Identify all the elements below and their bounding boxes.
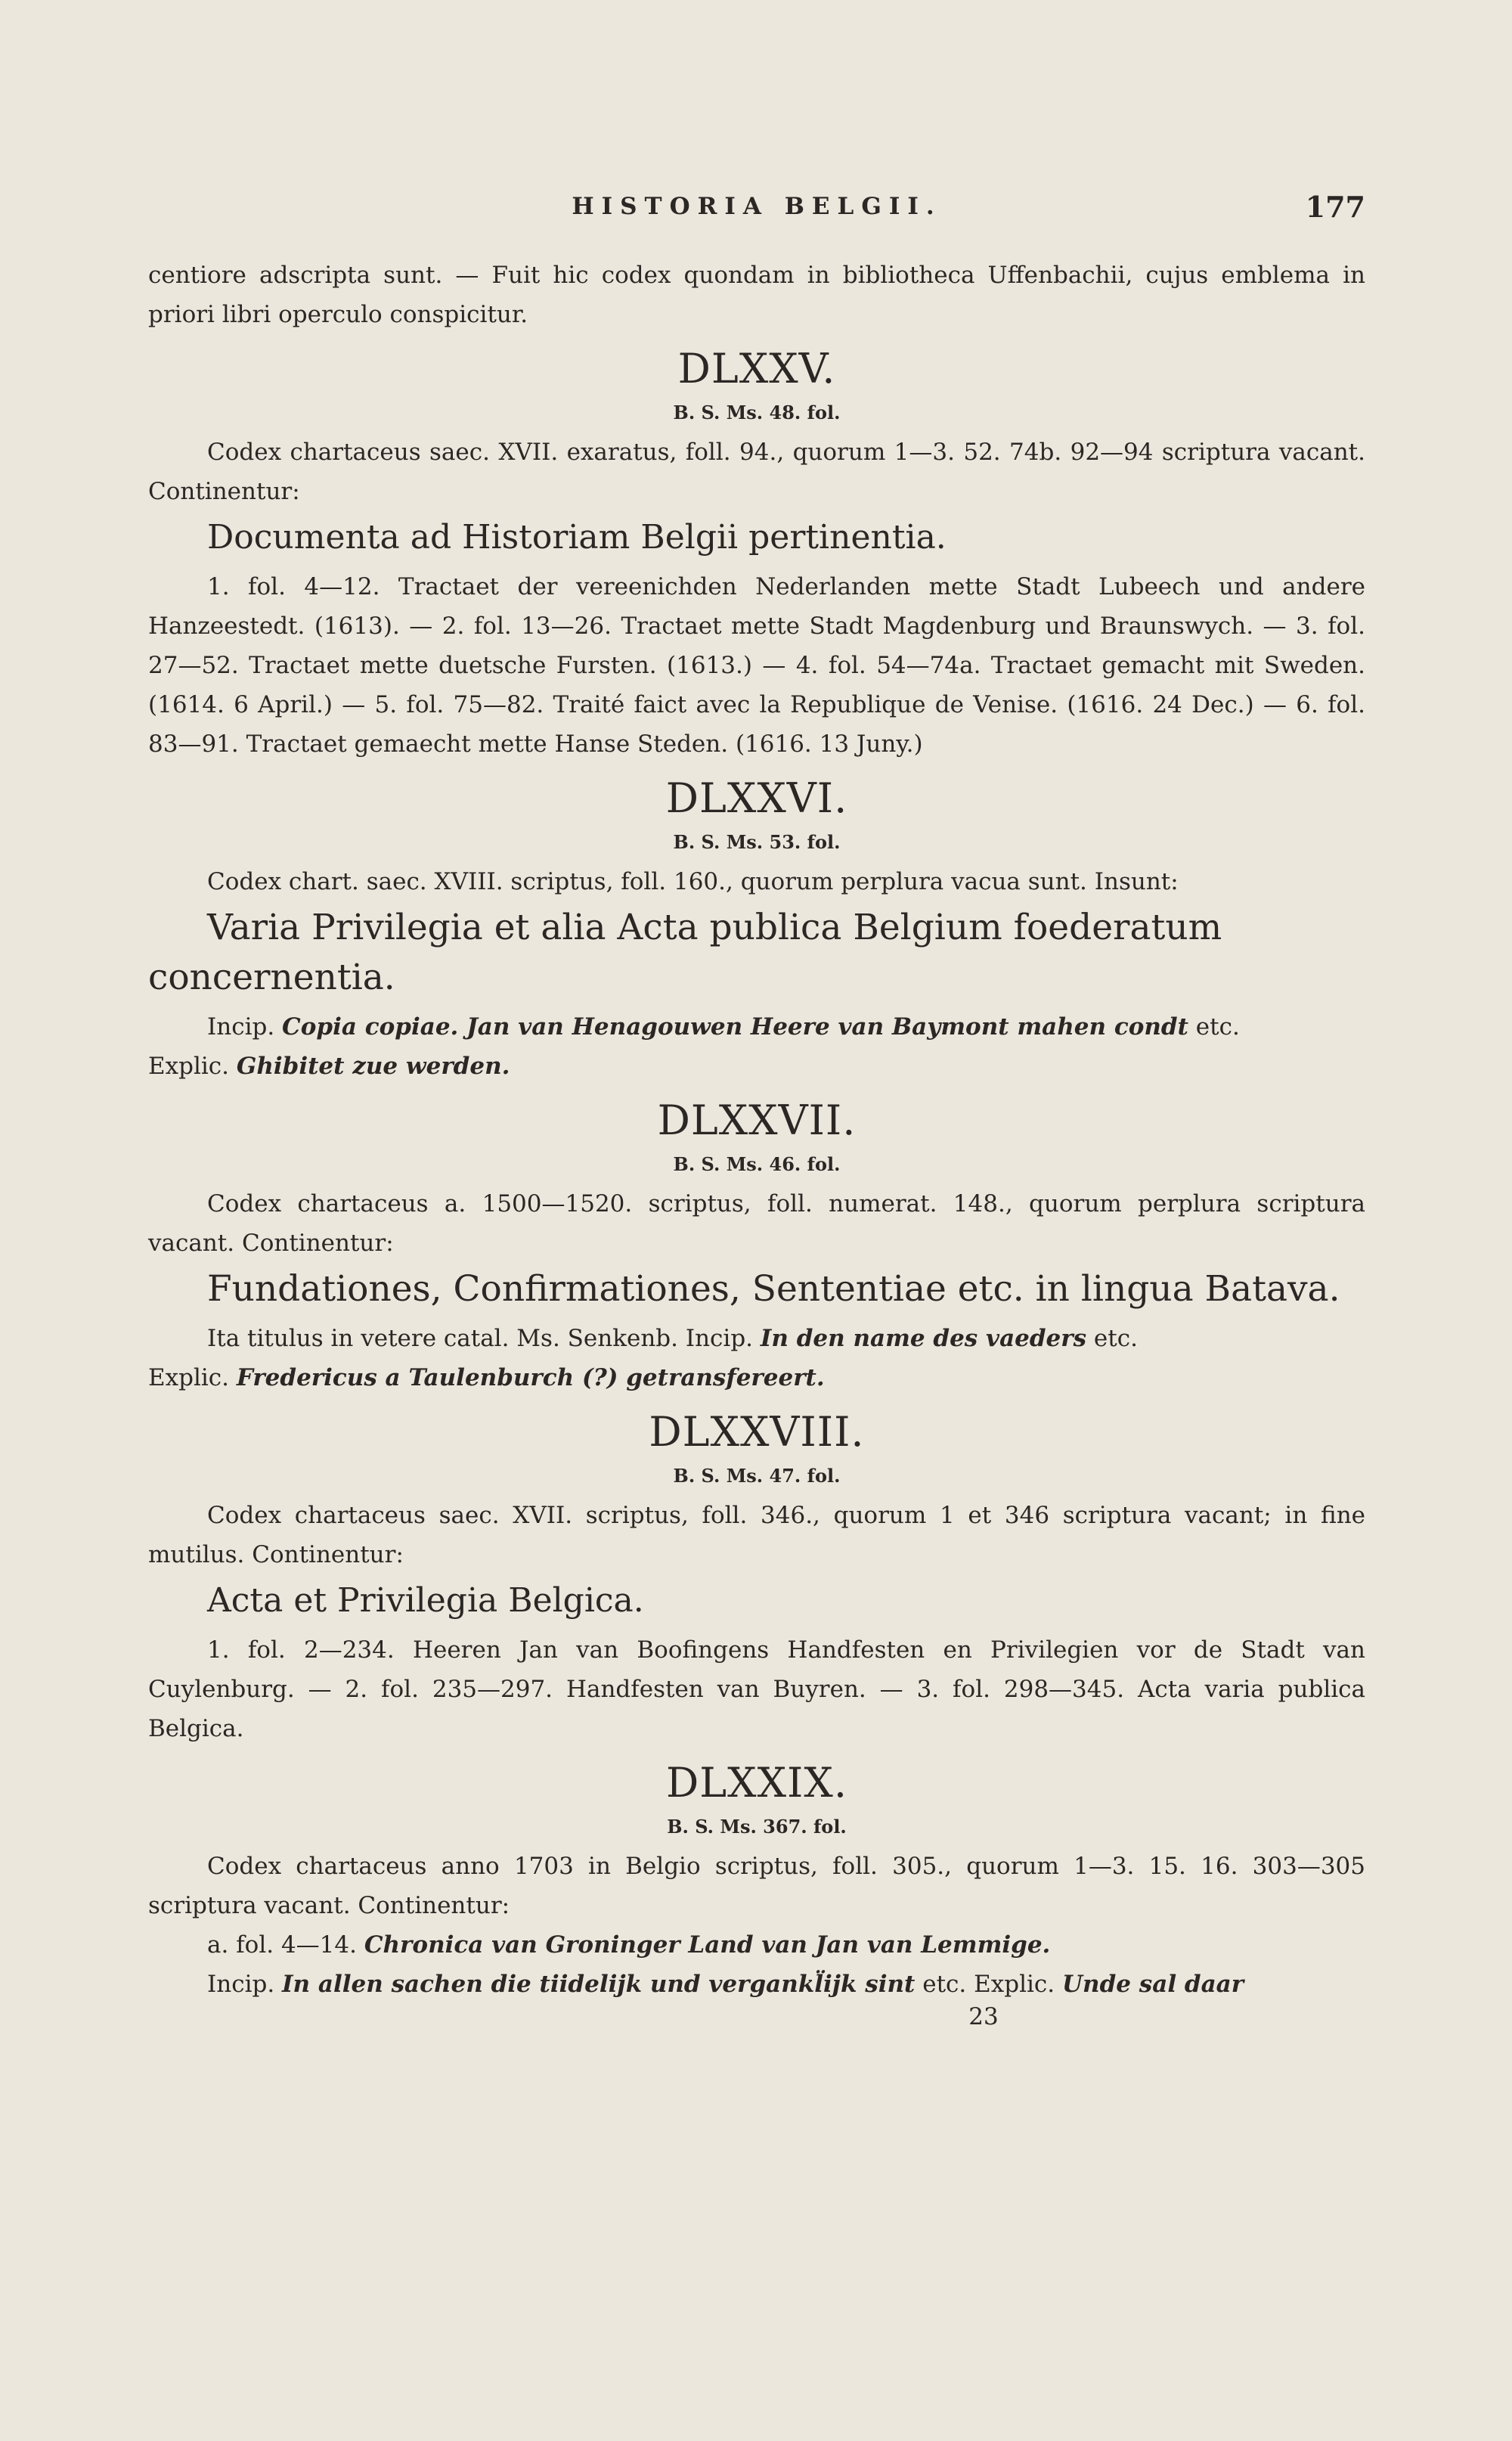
entry-dlxxvii (148, 1096, 1365, 1397)
shelfmark: B. S. Ms. 47. fol. (673, 1465, 841, 1487)
entry-dlxxviii (148, 1408, 1365, 1748)
contents-list: 1. fol. 4—12. Tractaet der vereenichden Nederlanden mette Stadt Lubeech und andere Hanzeestedt. (1613). — 2. fol. 13—26. Tractaet mette Stadt Magdenburg und Braunswych. — 3. fol. 27—52. Tractaet mette duetsche Fursten. (1613.) — 4. fol. 54—74a. Tractaet gemacht mit Sweden. (1614. 6 April.) — 5. fol. 75—82. Traité faict avec la Republique de Venise. (1616. 24 Dec.) — 6. fol. 83—91. Tractaet gemaecht mette Hanse Steden. (1616. 13 Juny.) (148, 573, 1365, 758)
shelfmark: B. S. Ms. 367. fol. (667, 1816, 847, 1838)
item-a-title: Chronica van Groninger Land van Jan van Lemmige. (364, 1931, 1051, 1959)
explic-text: Unde sal daar (1062, 1971, 1244, 1998)
entry-dlxxvi (148, 774, 1365, 1086)
incip-etc: etc. (1195, 1013, 1240, 1041)
entry-number: DLXXVII. (657, 1096, 857, 1144)
catalog-note: Ita titulus in vetere catal. Ms. Senkenb. Incip. (207, 1325, 754, 1352)
codex-description: Codex chart. saec. XVIII. scriptus, foll. 160., quorum perplura vacua sunt. Insunt: (207, 868, 1179, 895)
intro-paragraph: centiore adscripta sunt. — Fuit hic codex quondam in bibliotheca Uffenbachii, cujus emblema in priori libri operculo conspicitur. (148, 262, 1365, 328)
codex-description: Codex chartaceus saec. XVII. scriptus, foll. 346., quorum 1 et 346 scriptura vacant; in fine mutilus. Continentur: (148, 1502, 1365, 1568)
incip-label: Incip. (207, 1971, 275, 1998)
incip-text: In allen sachen die tiidelijk und vergankl̈ijk sint (282, 1971, 916, 1998)
incip-label: Incip. (207, 1013, 275, 1041)
incip-text: In den name des vaeders (760, 1325, 1087, 1352)
incipit-line (148, 1319, 1365, 1358)
shelfmark: B. S. Ms. 46. fol. (673, 1153, 841, 1175)
signature-mark: 23 (968, 2003, 999, 2030)
work-title: Documenta ad Historiam Belgii pertinentia. (207, 518, 947, 557)
incip-etc: etc. (1093, 1325, 1138, 1352)
work-title: Acta et Privilegia Belgica. (207, 1581, 644, 1620)
explicit-line (148, 1358, 1365, 1397)
explicit-line (148, 1047, 1365, 1086)
contents-list: 1. fol. 2—234. Heeren Jan van Boofingens Handfesten en Privilegien vor de Stadt van Cuylenburg. — 2. fol. 235—297. Handfesten van Buyren. — 3. fol. 298—345. Acta varia publica Belgica. (148, 1636, 1365, 1742)
explic-label: Explic. (148, 1364, 230, 1391)
entry-dlxxv (148, 345, 1365, 764)
codex-description: Codex chartaceus anno 1703 in Belgio scriptus, foll. 305., quorum 1—3. 15. 16. 303—305 scriptura vacant. Continentur: (148, 1853, 1365, 1919)
incip-text: Copia copiae. Jan van Henagouwen Heere van Baymont mahen condt (282, 1013, 1188, 1041)
incip-etc: etc. (922, 1971, 967, 1998)
explic-label: Explic. (974, 1971, 1055, 1998)
item-a (148, 1925, 1365, 1965)
running-head (148, 190, 1365, 238)
incipit-line (148, 1007, 1365, 1047)
codex-description: Codex chartaceus saec. XVII. exaratus, foll. 94., quorum 1—3. 52. 74b. 92—94 scriptura vacant. Continentur: (148, 439, 1365, 505)
shelfmark: B. S. Ms. 53. fol. (673, 831, 841, 853)
codex-description: Codex chartaceus a. 1500—1520. scriptus, foll. numerat. 148., quorum perplura scriptura vacant. Continentur: (148, 1190, 1365, 1257)
running-title: HISTORIA BELGII. (572, 193, 942, 220)
work-title: Varia Privilegia et alia Acta publica Belgium foederatum concernentia. (148, 907, 1222, 998)
explic-label: Explic. (148, 1053, 230, 1080)
work-title: Fundationes, Confirmationes, Sententiae etc. in lingua Batava. (207, 1268, 1340, 1310)
entry-number: DLXXVIII. (649, 1408, 865, 1456)
entry-number: DLXXIX. (666, 1759, 847, 1807)
entry-number: DLXXV. (677, 345, 836, 392)
entry-dlxxix (148, 1759, 1365, 2030)
shelfmark: B. S. Ms. 48. fol. (673, 402, 841, 423)
entry-number: DLXXVI. (665, 774, 848, 822)
body-text (148, 256, 1365, 2030)
item-a-label: a. fol. 4—14. (207, 1931, 357, 1959)
explic-text: Fredericus a Taulenburch (?) getransfereert. (236, 1364, 825, 1391)
incipit-line (148, 1965, 1365, 2004)
explic-text: Ghibitet zue werden. (236, 1053, 510, 1080)
page-number: 177 (1305, 190, 1365, 224)
